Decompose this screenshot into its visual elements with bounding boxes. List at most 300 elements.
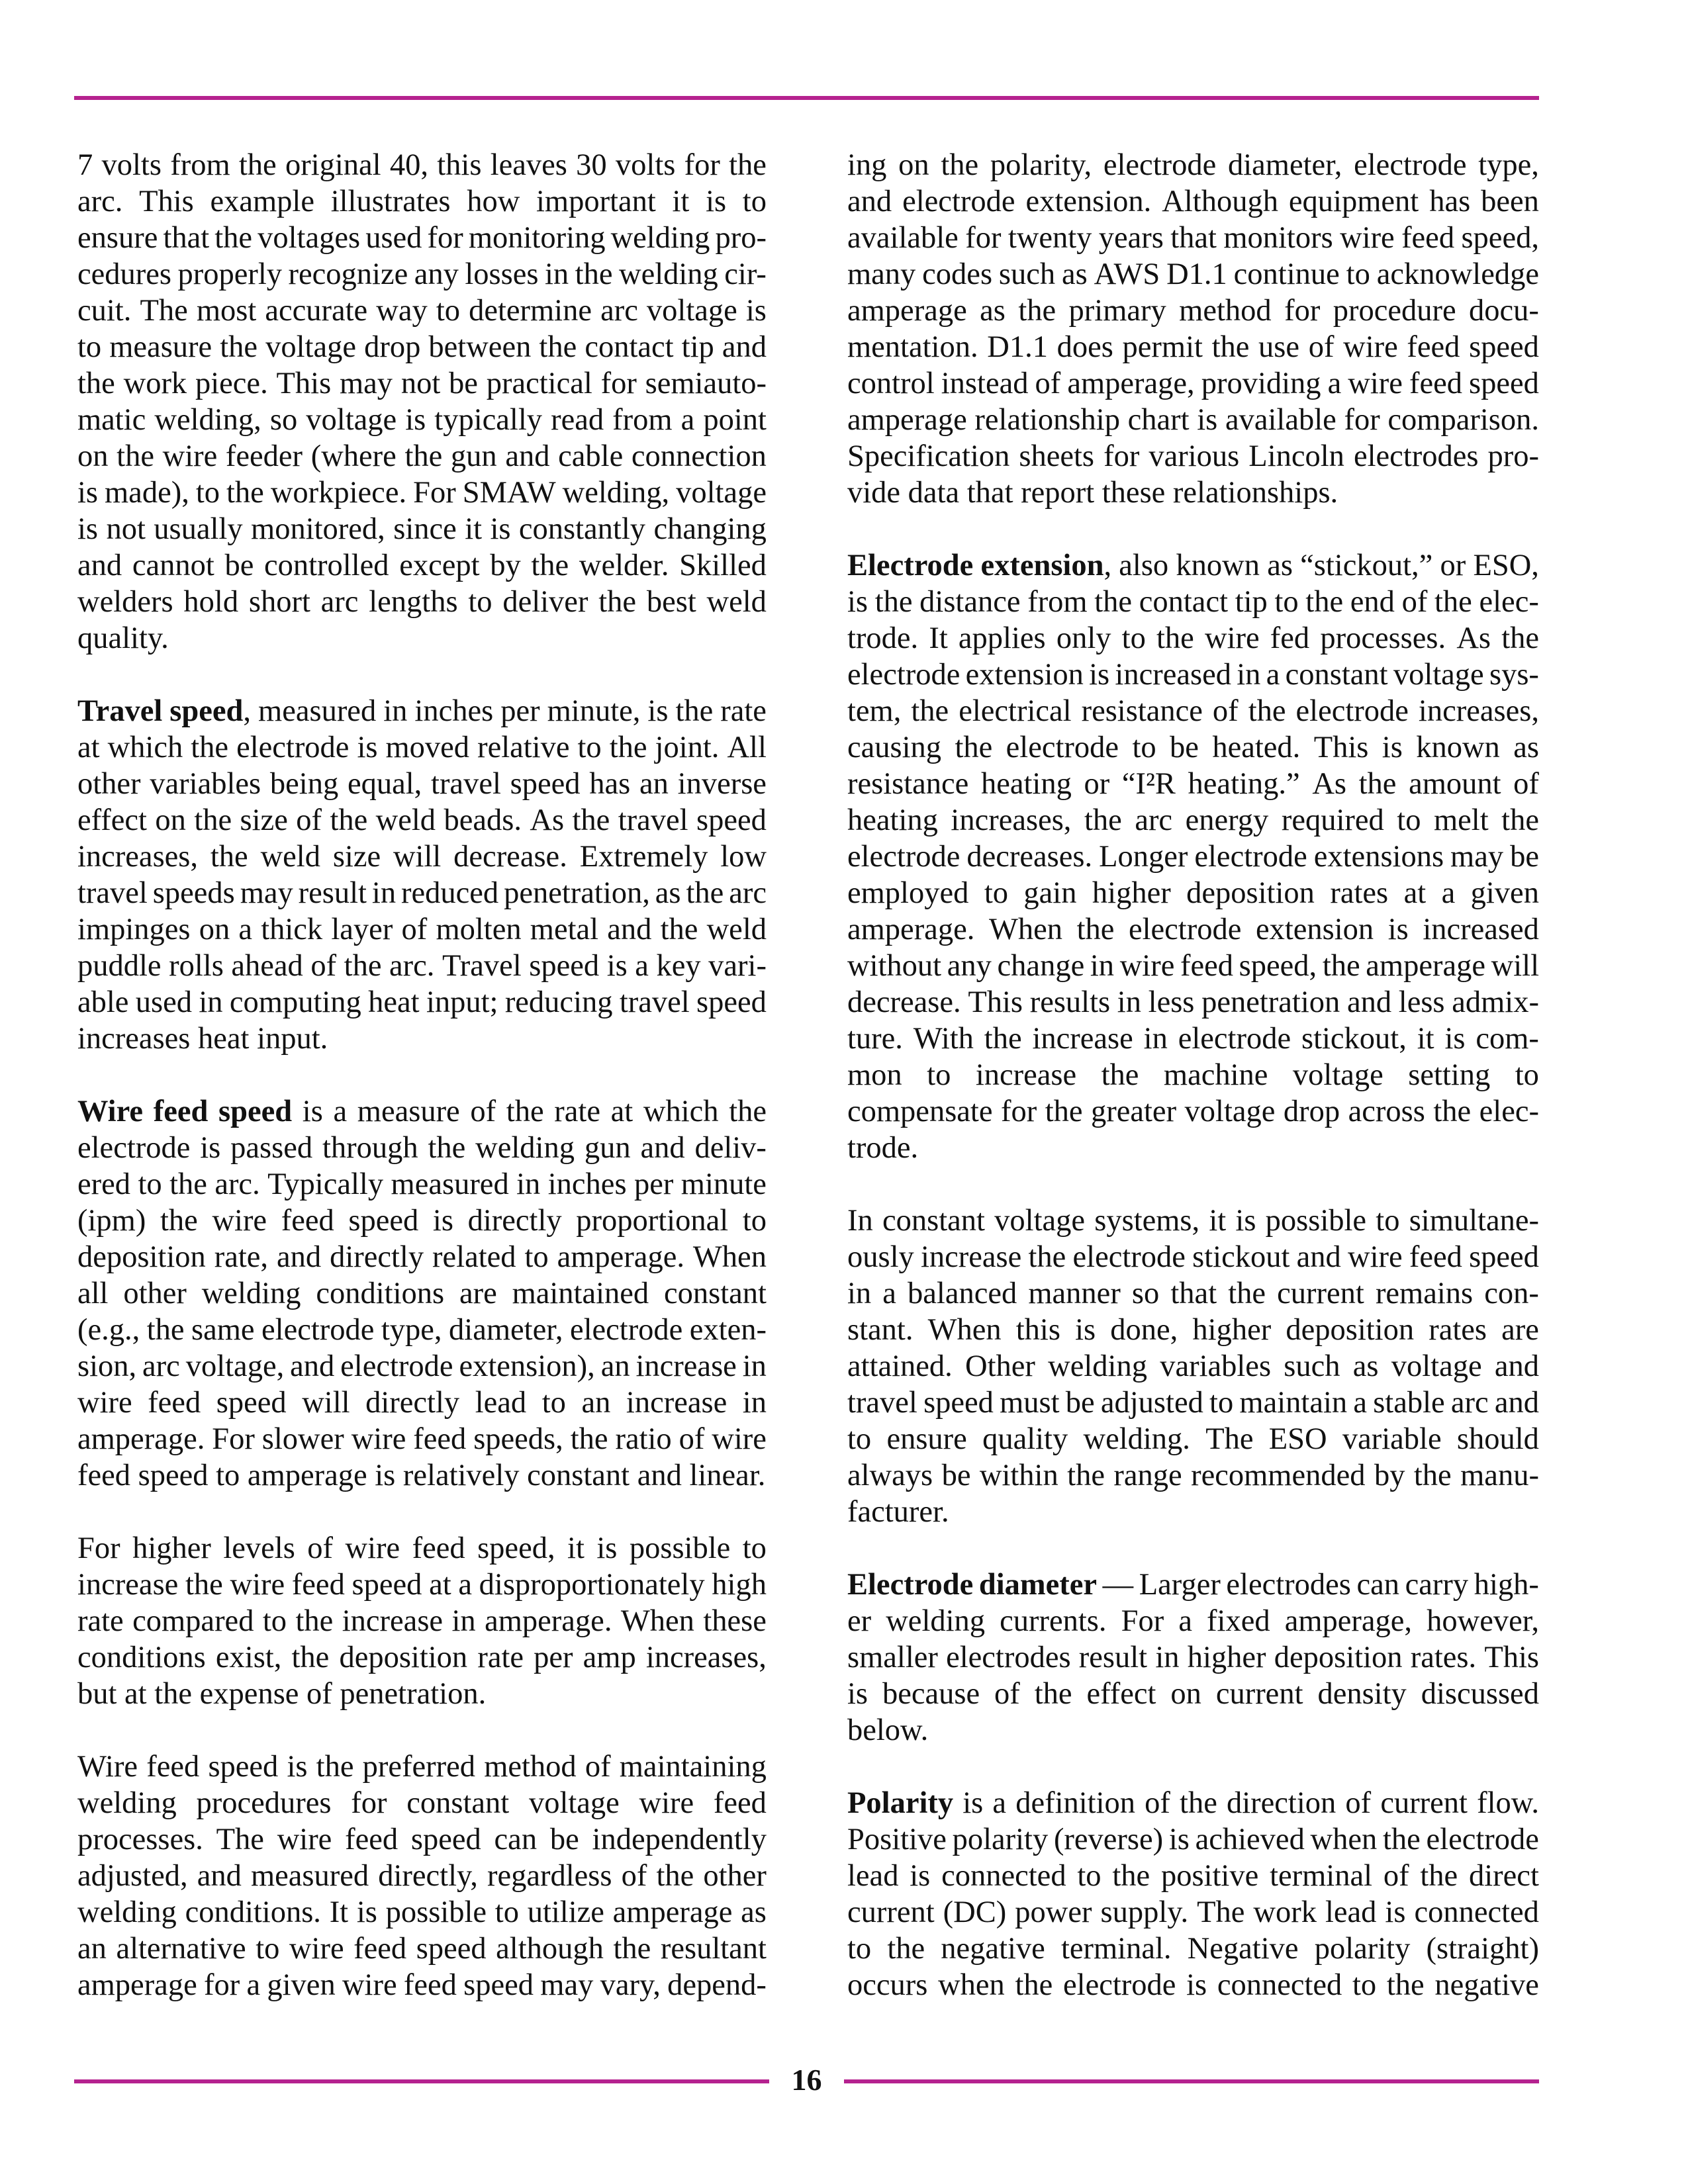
word: a — [1327, 367, 1342, 400]
word: a — [246, 1968, 261, 2002]
word: arc — [320, 585, 359, 619]
word: is — [432, 1204, 453, 1238]
word: rate — [77, 1604, 124, 1638]
word: to — [742, 1204, 767, 1238]
word: increases, — [77, 840, 199, 874]
word: to — [1209, 1386, 1234, 1420]
word: determine — [469, 294, 592, 328]
word: conditions — [316, 1277, 445, 1310]
word: or — [1440, 549, 1466, 582]
paragraph — [847, 1785, 1539, 2003]
word: cir- — [724, 257, 767, 291]
word: arc. — [214, 1167, 260, 1201]
word: As — [530, 803, 565, 837]
word: done, — [1110, 1313, 1178, 1347]
word: polarity, — [990, 148, 1092, 182]
word: welding — [77, 1895, 177, 1929]
word: welders — [77, 585, 173, 619]
word: variables — [150, 767, 261, 801]
line-text: vide data that report these relationships. — [847, 476, 1338, 510]
word: amperage, — [1067, 367, 1195, 400]
word: arc — [600, 294, 638, 328]
text-line — [847, 766, 1539, 802]
word: a — [1441, 876, 1456, 910]
word: weld — [706, 913, 767, 946]
word: the — [572, 803, 610, 837]
word: in — [1237, 658, 1261, 692]
word: volts — [615, 148, 676, 182]
word: to — [524, 1240, 549, 1274]
word: the — [1112, 1859, 1150, 1893]
word: acknowledge — [1376, 257, 1539, 291]
word: is — [847, 1677, 868, 1711]
word: is — [1168, 1823, 1190, 1856]
word: is — [1385, 1895, 1406, 1929]
word: manner — [1028, 1277, 1121, 1310]
paragraph — [77, 693, 767, 1057]
word: end — [1350, 585, 1395, 619]
word: decrease. — [847, 985, 961, 1019]
word: voltage — [528, 1786, 620, 1820]
word: sheets — [1019, 439, 1095, 473]
text-line — [77, 802, 767, 839]
text-line — [77, 1567, 767, 1603]
word: as — [1513, 731, 1539, 764]
word: mon — [847, 1058, 902, 1092]
text-line — [847, 620, 1539, 657]
word: deliver — [502, 585, 588, 619]
header-rule — [74, 96, 1539, 100]
word: extension, — [980, 549, 1112, 582]
word: increase — [77, 1568, 179, 1602]
word: welding, — [154, 403, 261, 437]
word: the — [686, 876, 724, 910]
word: to — [541, 1386, 566, 1420]
word: density — [1317, 1677, 1407, 1711]
word: electrode — [847, 840, 961, 874]
word: years — [1098, 221, 1164, 255]
word: as — [980, 294, 1006, 328]
word: diameter — [978, 1568, 1098, 1602]
word: to — [984, 876, 1008, 910]
word: in — [383, 694, 408, 728]
word: is — [1444, 1022, 1466, 1056]
word: the — [1248, 694, 1286, 728]
word: that — [163, 221, 210, 255]
word: current — [1277, 1277, 1364, 1310]
word: such — [1284, 1349, 1340, 1383]
word: high- — [1474, 1568, 1539, 1602]
word: electrode — [1072, 1240, 1186, 1274]
word: of — [1401, 585, 1428, 619]
word: is — [77, 476, 99, 510]
word: is — [357, 731, 378, 764]
word: setting — [1408, 1058, 1491, 1092]
word: is — [1235, 1204, 1256, 1238]
word: of — [296, 803, 322, 837]
word: results — [1029, 985, 1111, 1019]
word: is — [1089, 658, 1110, 692]
word: With — [913, 1022, 974, 1056]
word: wire — [1119, 949, 1175, 983]
word: variable — [1342, 1422, 1442, 1456]
word: as — [741, 1895, 767, 1929]
word: passed — [230, 1131, 313, 1165]
word: drop — [364, 330, 421, 364]
text-line — [847, 1312, 1539, 1348]
word: wire — [277, 1823, 332, 1856]
word: amperage, — [1284, 1604, 1413, 1638]
word: deposition — [339, 1641, 468, 1674]
word: gain — [1023, 876, 1077, 910]
word: the — [1180, 1786, 1217, 1820]
word: workpiece. — [270, 476, 407, 510]
word: lead — [847, 1859, 899, 1893]
word: This — [1484, 1641, 1539, 1674]
word: deposition — [1274, 1641, 1403, 1674]
word: When — [988, 913, 1062, 946]
word: Larger — [1139, 1568, 1221, 1602]
word: rates — [1330, 876, 1389, 910]
word: and — [607, 913, 652, 946]
word: the — [1322, 949, 1360, 983]
word: rate — [477, 1641, 524, 1674]
word: the — [291, 1641, 330, 1674]
word: current — [847, 1895, 935, 1929]
word: stickout — [1192, 1240, 1290, 1274]
word: processes. — [77, 1823, 203, 1856]
text-line — [847, 1931, 1539, 1967]
word: change — [997, 949, 1085, 983]
word: size — [240, 803, 288, 837]
text-line — [847, 1894, 1539, 1931]
word: the — [220, 330, 258, 364]
word: adjusted — [1100, 1386, 1203, 1420]
word: the — [169, 1167, 207, 1201]
text-line — [77, 729, 767, 766]
word: the — [506, 1095, 544, 1128]
word: it — [465, 512, 483, 546]
word: the — [1067, 1459, 1105, 1492]
word: and — [77, 549, 122, 582]
paragraph — [847, 147, 1539, 511]
word: com- — [1476, 1022, 1539, 1056]
word: compensate — [847, 1095, 993, 1128]
word: resistance — [847, 767, 969, 801]
word: rate — [720, 694, 767, 728]
word: the — [609, 731, 647, 764]
word: for — [351, 1786, 387, 1820]
word: in — [199, 985, 223, 1019]
word: inches — [547, 1167, 627, 1201]
word: Wire — [77, 1750, 138, 1784]
text-line — [77, 766, 767, 802]
word: within — [979, 1459, 1058, 1492]
word: wire — [1347, 1240, 1403, 1274]
word: the — [1305, 585, 1344, 619]
text-line — [847, 948, 1539, 984]
word: deliv- — [694, 1131, 767, 1165]
word: the — [613, 1932, 651, 1966]
word: is — [356, 1895, 377, 1929]
word: vary, — [600, 1968, 661, 2002]
paragraph — [77, 1093, 767, 1494]
word: (e.g., — [77, 1313, 140, 1347]
word: any — [947, 949, 992, 983]
word: cuit. — [77, 294, 132, 328]
word: high — [712, 1568, 767, 1602]
word: across — [1348, 1095, 1425, 1128]
word: speed — [169, 694, 244, 728]
word: to — [847, 1422, 872, 1456]
word: welding — [886, 1604, 986, 1638]
word: twenty — [1008, 221, 1092, 255]
word: the — [1211, 330, 1250, 364]
word: of — [310, 949, 337, 983]
word: remains — [1375, 1277, 1474, 1310]
word: energy — [1185, 803, 1269, 837]
word: deposition — [77, 1240, 206, 1274]
word: employed — [847, 876, 969, 910]
word: feed — [412, 1531, 465, 1565]
word: (reverse) — [1053, 1823, 1164, 1856]
word: the — [984, 1022, 1022, 1056]
word: resultant — [660, 1932, 767, 1966]
word: carry — [1405, 1568, 1469, 1602]
word: for — [427, 221, 463, 255]
word: amount — [1409, 767, 1501, 801]
word: or — [1084, 767, 1110, 801]
word: the — [194, 803, 232, 837]
word: speed — [352, 1568, 422, 1602]
word: always — [847, 1459, 933, 1492]
word: be — [1065, 1386, 1095, 1420]
word: connected — [1414, 1895, 1539, 1929]
word: wire — [212, 1204, 267, 1238]
word: exten- — [689, 1313, 767, 1347]
word: speed — [348, 1204, 419, 1238]
word: increased — [1423, 913, 1539, 946]
word: is — [302, 1095, 323, 1128]
word: in — [451, 1604, 476, 1638]
word: (where — [310, 439, 397, 473]
word: feed — [345, 1823, 399, 1856]
text-line — [77, 438, 767, 475]
word: required — [1281, 803, 1384, 837]
word: rates. — [1410, 1641, 1477, 1674]
word: speed — [696, 803, 767, 837]
text-line — [77, 875, 767, 911]
line-text: increases heat input. — [77, 1022, 328, 1056]
word: to — [1132, 731, 1156, 764]
word: these — [703, 1604, 767, 1638]
paragraph — [847, 547, 1539, 1166]
word: example — [210, 185, 314, 218]
word: measured — [391, 1167, 509, 1201]
text-line — [847, 183, 1539, 220]
word: the — [531, 549, 569, 582]
word: voltage — [1391, 1349, 1482, 1383]
word: amperage. — [77, 1422, 205, 1456]
word: vari- — [708, 949, 767, 983]
word: other — [703, 1859, 767, 1893]
word: Positive — [847, 1823, 947, 1856]
word: volts — [101, 148, 162, 182]
word: heat — [368, 985, 420, 1019]
word: type, — [381, 1313, 442, 1347]
word: is — [647, 694, 669, 728]
word: to — [77, 330, 102, 364]
word: how — [467, 185, 520, 218]
word: the — [656, 1859, 694, 1893]
word: is — [490, 512, 511, 546]
word: welding. — [1083, 1422, 1190, 1456]
word: at — [610, 1095, 633, 1128]
word: is — [77, 512, 99, 546]
word: piece. — [195, 367, 268, 400]
word: minute — [680, 1167, 767, 1201]
word: directly, — [378, 1859, 478, 1893]
word: directly — [365, 1386, 460, 1420]
word: which — [107, 731, 183, 764]
word: losses — [465, 257, 539, 291]
word: leaves — [490, 148, 567, 182]
word: the — [1028, 1240, 1066, 1274]
word: (straight) — [1426, 1932, 1539, 1966]
word: a — [635, 949, 649, 983]
word: the — [1228, 1277, 1266, 1310]
word: monitors — [1223, 221, 1333, 255]
word: feed — [413, 1422, 467, 1456]
word: the — [729, 148, 767, 182]
word: For — [413, 476, 456, 510]
word: increase — [1032, 1022, 1133, 1056]
word: trode. — [847, 621, 919, 655]
word: electrode — [1426, 1823, 1539, 1856]
word: electrode — [1178, 1022, 1291, 1056]
word: a — [458, 1568, 472, 1602]
word: fed — [1270, 621, 1310, 655]
word: low — [720, 840, 767, 874]
word: range — [1113, 1459, 1182, 1492]
word: pro- — [715, 221, 767, 255]
line-text: quality. — [77, 621, 169, 655]
text-line — [77, 1858, 767, 1894]
word: SMAW — [462, 476, 556, 510]
word: of — [994, 1677, 1020, 1711]
word: through — [322, 1131, 418, 1165]
word: amperage. — [557, 1240, 684, 1274]
word: voltage — [306, 403, 397, 437]
word: recognize — [288, 257, 408, 291]
word: ahead — [231, 949, 303, 983]
word: feed — [713, 1786, 767, 1820]
word: It — [929, 621, 948, 655]
word: electrodes — [1226, 1568, 1351, 1602]
word: wire — [1340, 221, 1395, 255]
word: properly — [177, 257, 283, 291]
word: controlled — [264, 549, 389, 582]
word: welding — [201, 1277, 301, 1310]
word: not — [106, 512, 146, 546]
word: size — [332, 840, 381, 874]
word: welding — [475, 1131, 575, 1165]
word: amperage — [847, 294, 967, 328]
word: other — [77, 767, 141, 801]
word: When — [620, 1604, 694, 1638]
word: in — [847, 1277, 872, 1310]
word: penetration — [1201, 985, 1340, 1019]
word: of — [401, 913, 428, 946]
word: AWS — [1094, 257, 1160, 291]
word: stant. — [847, 1313, 914, 1347]
word: reducing — [504, 985, 613, 1019]
word: increases, — [645, 1641, 767, 1674]
word: maintaining — [619, 1750, 767, 1784]
word: typically — [434, 403, 543, 437]
word: is — [596, 1531, 618, 1565]
word: is — [405, 403, 426, 437]
footer-rule-right — [844, 2079, 1539, 2083]
word: in — [742, 1349, 767, 1383]
text-line — [847, 1785, 1539, 1821]
word: to — [1274, 585, 1299, 619]
text-line — [77, 511, 767, 547]
text-line — [847, 1203, 1539, 1239]
word: electrode — [1063, 1968, 1176, 2002]
word: continue — [1233, 257, 1340, 291]
word: between — [428, 330, 532, 364]
word: codes — [922, 257, 993, 291]
text-line — [77, 1348, 767, 1385]
word: deposition — [1286, 1313, 1415, 1347]
word: should — [1456, 1422, 1539, 1456]
word: Skilled — [679, 549, 767, 582]
word: since — [393, 512, 457, 546]
text-line — [847, 875, 1539, 911]
word: of — [621, 1859, 647, 1893]
word: docu- — [1469, 294, 1539, 328]
word: molten — [436, 913, 522, 946]
word: not — [400, 367, 441, 400]
word: welding — [618, 257, 718, 291]
text-line — [847, 147, 1539, 183]
word: for — [684, 148, 720, 182]
word: from — [1027, 585, 1088, 619]
word: electrode — [77, 1131, 191, 1165]
text-line — [847, 402, 1539, 438]
word: melt — [1433, 803, 1489, 837]
word: to — [138, 1167, 162, 1201]
text-line — [77, 1166, 767, 1203]
word: however, — [1427, 1604, 1539, 1638]
word: measured — [250, 1859, 369, 1893]
word: pro- — [1487, 439, 1539, 473]
text-line — [77, 1239, 767, 1275]
word: arc — [729, 876, 767, 910]
word: extension — [965, 658, 1084, 692]
word: This — [1313, 731, 1369, 764]
word: resistance — [1081, 694, 1203, 728]
word: extension — [980, 549, 1104, 582]
word: fixed — [1207, 1604, 1270, 1638]
word: amperage. — [847, 913, 975, 946]
word: in — [371, 876, 397, 910]
word: wire — [1348, 367, 1403, 400]
word: voltage — [676, 476, 767, 510]
right-column — [847, 147, 1539, 2040]
word: compared — [132, 1604, 254, 1638]
